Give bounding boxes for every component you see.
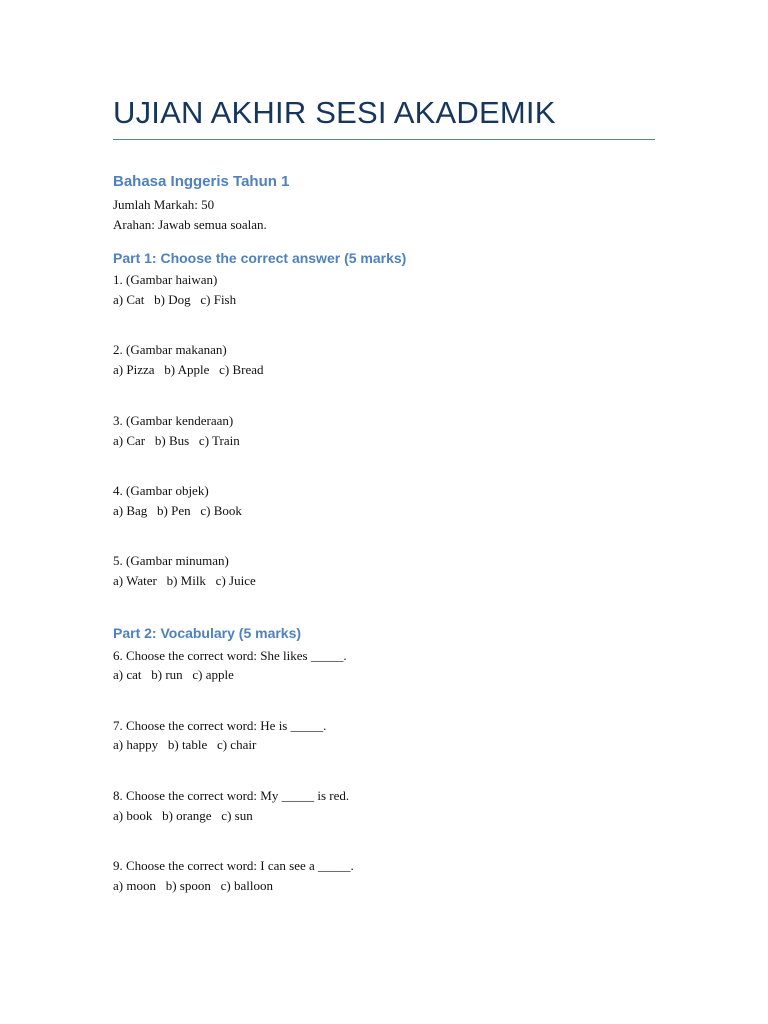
question-8: 8. Choose the correct word: My _____ is red. bbox=[113, 788, 350, 803]
options-7: a) happy b) table c) chair bbox=[113, 737, 257, 752]
options-5: a) Water b) Milk c) Juice bbox=[113, 573, 256, 588]
question-2: 2. (Gambar makanan) bbox=[113, 342, 227, 357]
question-1: 1. (Gambar haiwan) bbox=[113, 272, 218, 287]
options-9: a) moon b) spoon c) balloon bbox=[113, 878, 273, 893]
total-marks: Jumlah Markah: 50 bbox=[113, 197, 215, 212]
document-subtitle: Bahasa Inggeris Tahun 1 bbox=[113, 173, 290, 190]
part2-heading: Part 2: Vocabulary (5 marks) bbox=[113, 625, 302, 641]
part1-heading: Part 1: Choose the correct answer (5 marks) bbox=[113, 250, 407, 266]
question-5: 5. (Gambar minuman) bbox=[113, 553, 229, 568]
question-3: 3. (Gambar kenderaan) bbox=[113, 413, 234, 428]
options-1: a) Cat b) Dog c) Fish bbox=[113, 292, 237, 307]
options-2: a) Pizza b) Apple c) Bread bbox=[113, 362, 264, 377]
question-4: 4. (Gambar objek) bbox=[113, 483, 209, 498]
instructions: Arahan: Jawab semua soalan. bbox=[113, 217, 267, 232]
options-6: a) cat b) run c) apple bbox=[113, 667, 234, 682]
document-title: UJIAN AKHIR SESI AKADEMIK bbox=[113, 95, 556, 130]
options-4: a) Bag b) Pen c) Book bbox=[113, 503, 242, 518]
question-9: 9. Choose the correct word: I can see a _____. bbox=[113, 858, 354, 873]
options-3: a) Car b) Bus c) Train bbox=[113, 433, 240, 448]
question-6: 6. Choose the correct word: She likes _____. bbox=[113, 648, 347, 663]
title-underline bbox=[113, 139, 655, 140]
options-8: a) book b) orange c) sun bbox=[113, 808, 253, 823]
question-7: 7. Choose the correct word: He is _____. bbox=[113, 718, 327, 733]
